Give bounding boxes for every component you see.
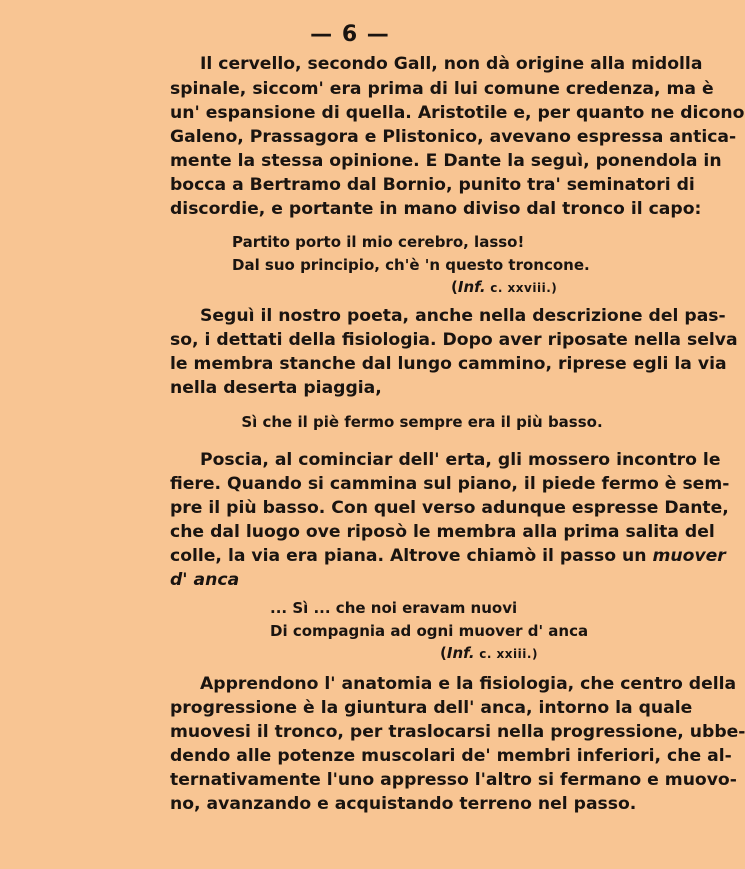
paragraph-line: progressione è la giuntura dell' anca, intorno la quale bbox=[170, 698, 693, 718]
page-number: — 6 — bbox=[310, 22, 390, 47]
paragraph-line: Apprendono l' anatomia e la fisiologia, che centro della bbox=[200, 674, 737, 694]
paragraph-line: discordie, e portante in mano diviso dal tronco il capo: bbox=[170, 199, 702, 219]
paragraph-line: muovesi il tronco, per traslocarsi nella progressione, ubbe- bbox=[170, 722, 745, 742]
paragraph-line: Galeno, Prassagora e Plistonico, avevano espressa antica- bbox=[170, 127, 737, 147]
paragraph-line: Poscia, al cominciar dell' erta, gli mossero incontro le bbox=[200, 450, 721, 470]
verse-line: Partito porto il mio cerebro, lasso! bbox=[232, 233, 525, 251]
paragraph-line: Il cervello, secondo Gall, non dà origine alla midolla bbox=[200, 54, 703, 74]
paragraph-line: Seguì il nostro poeta, anche nella descrizione del pas- bbox=[200, 306, 726, 326]
verse-line: Dal suo principio, ch'è 'n questo troncone. bbox=[232, 256, 590, 274]
verse-line: Di compagnia ad ogni muover d' anca bbox=[270, 622, 589, 640]
paragraph-line: un' espansione di quella. Aristotile e, per quanto ne dicono bbox=[170, 103, 745, 123]
paragraph-line: ternativamente l'uno appresso l'altro si fermano e muovo- bbox=[170, 770, 737, 790]
paragraph-line: no, avanzando e acquistando terreno nel passo. bbox=[170, 794, 637, 814]
paragraph-line: spinale, siccom' era prima di lui comune credenza, ma è bbox=[170, 79, 714, 99]
citation: (Inf. c. xxviii.) bbox=[451, 278, 558, 296]
paragraph-line: bocca a Bertramo dal Bornio, punito tra' seminatori di bbox=[170, 175, 695, 195]
paragraph-line: so, i dettati della fisiologia. Dopo aver riposate nella selva bbox=[170, 330, 738, 350]
verse-line: Sì che il piè fermo sempre era il più basso. bbox=[241, 413, 603, 431]
citation: (Inf. c. xxiii.) bbox=[440, 644, 538, 662]
paragraph-line: colle, la via era piana. Altrove chiamò il passo un muover bbox=[170, 546, 726, 566]
paragraph-line: che dal luogo ove riposò le membra alla prima salita del bbox=[170, 522, 715, 542]
paragraph-line: d' anca bbox=[170, 570, 240, 590]
paragraph-line: mente la stessa opinione. E Dante la seguì, ponendola in bbox=[170, 151, 722, 171]
paragraph-line: le membra stanche dal lungo cammino, riprese egli la via bbox=[170, 354, 727, 374]
paragraph-line: pre il più basso. Con quel verso adunque espresse Dante, bbox=[170, 498, 729, 518]
paragraph-line: dendo alle potenze muscolari de' membri inferiori, che al- bbox=[170, 746, 732, 766]
verse-line: ... Sì ... che noi eravam nuovi bbox=[270, 599, 518, 617]
paragraph-line: nella deserta piaggia, bbox=[170, 378, 382, 398]
paragraph-line: fiere. Quando si cammina sul piano, il piede fermo è sem- bbox=[170, 474, 730, 494]
